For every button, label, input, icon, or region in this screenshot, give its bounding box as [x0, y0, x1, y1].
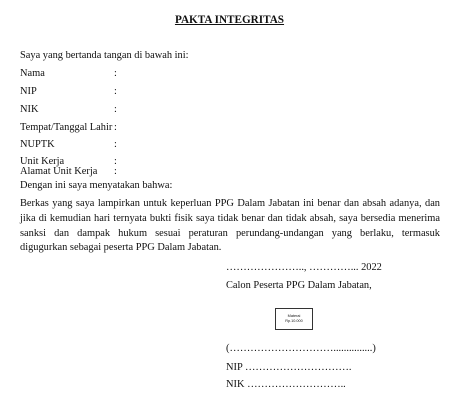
signature-name-line: (…………………………...............) — [226, 343, 376, 354]
statement-text: Dengan ini saya menyatakan bahwa: — [20, 180, 173, 191]
statement-paragraph: Berkas yang saya lampirkan untuk keperluan PPG Dalam Jabatan ini benar dan absah adanya, dan jika di kemudian hari ternyata bukti fisik saya tidak benar dan tidak absah, saya bersedia menerima sanksi dan dampak hukum sesuai peraturan perundang-undangan yang berlaku, termasuk digugurkan sebagai peserta PPG Dalam Jabatan. — [20, 198, 440, 254]
document-title: PAKTA INTEGRITAS — [174, 14, 285, 26]
intro-text: Saya yang bertanda tangan di bawah ini: — [20, 50, 189, 61]
field-colon: : — [114, 122, 117, 133]
field-colon: : — [114, 139, 117, 150]
field-colon: : — [114, 166, 117, 177]
field-colon: : — [114, 104, 117, 115]
field-label-nuptk: NUPTK — [20, 139, 55, 150]
field-label-alamat-unit-kerja: Alamat Unit Kerja — [20, 166, 98, 177]
place-date-line: ………………….., …………... 2022 — [226, 262, 382, 273]
stamp-duty-box — [275, 308, 313, 330]
field-label-tempat-tanggal-lahir: Tempat/Tanggal Lahir — [20, 122, 113, 133]
signature-nip-line: NIP …………………………. — [226, 362, 352, 373]
field-colon: : — [114, 156, 117, 167]
field-label-nip: NIP — [20, 86, 37, 97]
stamp-label: Materai — [287, 314, 301, 318]
field-colon: : — [114, 68, 117, 79]
signature-nik-line: NIK ……………………….. — [226, 379, 346, 390]
field-label-unit-kerja: Unit Kerja — [20, 156, 65, 167]
signer-title: Calon Peserta PPG Dalam Jabatan, — [226, 280, 372, 291]
field-label-nama: Nama — [20, 68, 45, 79]
stamp-value: Rp.10.000 — [285, 318, 303, 323]
field-label-nik: NIK — [20, 104, 39, 115]
field-colon: : — [114, 86, 117, 97]
